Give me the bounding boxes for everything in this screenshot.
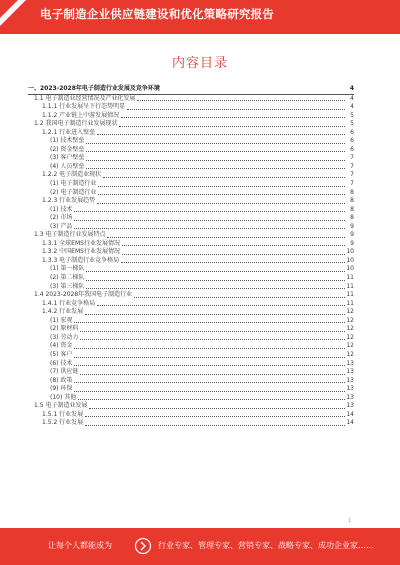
- toc-entry-page: 7: [350, 154, 354, 162]
- toc-leader-dots: [119, 125, 345, 127]
- toc-entry[interactable]: [28, 351, 354, 360]
- toc-entry[interactable]: [28, 342, 354, 351]
- toc-entry[interactable]: [28, 394, 354, 403]
- toc-entry-page: 9: [350, 222, 354, 230]
- toc-leader-dots: [80, 373, 345, 375]
- toc-leader-dots: [121, 261, 345, 263]
- toc-leader-dots: [89, 407, 345, 409]
- toc-entry[interactable]: [28, 291, 354, 300]
- toc-entry[interactable]: [28, 360, 354, 369]
- toc-entry[interactable]: [28, 120, 354, 129]
- toc-entry-text: 1.2.3 行业发展趋势: [42, 197, 96, 205]
- toc-entry-text: 1.1.1 行业发展呈下行态势明显: [42, 103, 126, 111]
- toc-entry-text: 1.3.3 电子制造行业竞争格局: [42, 256, 120, 264]
- toc-entry-page: 5: [350, 120, 354, 128]
- toc-entry[interactable]: [28, 325, 354, 334]
- toc-entry[interactable]: [28, 368, 354, 377]
- toc-leader-dots: [74, 356, 345, 358]
- toc-entry-text: (10) 其他: [50, 393, 77, 401]
- toc-entry-text: (2) 电子制造行业: [50, 188, 97, 196]
- toc-leader-dots: [78, 398, 345, 400]
- toc-entry-page: 14: [346, 410, 354, 418]
- toc-leader-dots: [121, 116, 345, 118]
- toc-entry-page: 11: [346, 282, 354, 290]
- toc-leader-dots: [85, 313, 345, 315]
- toc-leader-dots: [74, 219, 345, 221]
- toc-entry[interactable]: [28, 385, 354, 394]
- toc-entry-text: (9) 环保: [50, 385, 73, 393]
- toc-leader-dots: [80, 338, 345, 340]
- toc-entry-text: (3) 客户壁垒: [50, 154, 85, 162]
- toc-entry-text: (3) 劳动力: [50, 333, 79, 341]
- toc-entry[interactable]: [28, 112, 354, 121]
- toc-entry-text: (1) 宏观: [50, 316, 73, 324]
- toc-leader-dots: [127, 108, 345, 110]
- toc-entry-page: 4: [350, 103, 354, 111]
- toc-entry-page: 8: [350, 188, 354, 196]
- toc-entry-page: 11: [346, 299, 354, 307]
- toc-leader-dots: [86, 287, 345, 289]
- toc-entry[interactable]: [28, 419, 354, 428]
- toc-leader-dots: [86, 270, 345, 272]
- toc-entry[interactable]: [28, 137, 354, 146]
- toc-leader-dots: [86, 279, 345, 281]
- toc-leader-dots: [162, 91, 345, 92]
- toc-leader-dots: [97, 304, 345, 306]
- toc-leader-dots: [74, 227, 345, 229]
- toc-entry-page: 10: [346, 265, 354, 273]
- toc-entry[interactable]: [28, 103, 354, 112]
- toc-leader-dots: [86, 167, 345, 169]
- toc-leader-dots: [137, 99, 345, 101]
- toc-entry-page: 13: [346, 359, 354, 367]
- toc-entry-text: (6) 技术: [50, 359, 73, 367]
- toc-entry[interactable]: [28, 377, 354, 386]
- toc-leader-dots: [86, 142, 345, 144]
- toc-entry-page: 12: [346, 308, 354, 316]
- toc-leader-dots: [74, 321, 345, 323]
- toc-entry-page: 6: [350, 145, 354, 153]
- toc-entry[interactable]: [28, 129, 354, 138]
- footer-bar: [0, 528, 400, 565]
- toc-entry-page: 13: [346, 368, 354, 376]
- toc-entry-page: 12: [346, 333, 354, 341]
- toc-leader-dots: [122, 253, 345, 255]
- toc-entry-text: 1.3.2 中国EMS行业发展情况: [42, 248, 120, 256]
- toc-leader-dots: [122, 244, 345, 246]
- toc-entry-page: 8: [350, 205, 354, 213]
- toc-entry-text: 1.3 电子制造行业发展特点: [34, 231, 106, 239]
- toc-leader-dots: [134, 296, 345, 298]
- toc-entry[interactable]: [28, 180, 354, 189]
- toc-entry-text: 1.1.2 产业链上中游发展情况: [42, 111, 120, 119]
- toc-entry-text: 1.4 2023-2028年我国电子制造行业: [34, 291, 133, 299]
- toc-entry-page: 12: [346, 350, 354, 358]
- toc-leader-dots: [74, 347, 345, 349]
- toc-leader-dots: [98, 185, 345, 187]
- toc-entry-page: 12: [346, 325, 354, 333]
- toc-entry[interactable]: [28, 154, 354, 163]
- toc-entry[interactable]: [28, 206, 354, 215]
- toc-leader-dots: [74, 364, 345, 366]
- toc-entry-text: 1.2.2 电子制造业现状: [42, 171, 102, 179]
- toc-entry[interactable]: [28, 85, 354, 95]
- toc-leader-dots: [74, 381, 345, 383]
- toc-entry[interactable]: [28, 300, 354, 309]
- toc-entry-text: (3) 第三梯队: [50, 282, 85, 290]
- toc-leader-dots: [107, 236, 345, 238]
- toc-entry[interactable]: [28, 223, 354, 232]
- toc-entry-text: (1) 技术: [50, 205, 73, 213]
- toc-leader-dots: [98, 193, 345, 195]
- toc-heading: 内容目录: [171, 56, 228, 71]
- toc-entry-page: 11: [346, 274, 354, 282]
- footer-slogan: 让每个人都能成为: [48, 541, 112, 550]
- footer-circle-arrow-icon: [134, 537, 152, 555]
- toc-entry-text: (2) 第二梯队: [50, 274, 85, 282]
- toc-entry-text: (2) 资金壁垒: [50, 145, 85, 153]
- toc-entry-text: (7) 供应链: [50, 368, 79, 376]
- toc-entry-text: 1.2 我国电子制造行业发展现状: [34, 120, 118, 128]
- toc-entry-text: (8) 政策: [50, 376, 73, 384]
- toc-leader-dots: [85, 415, 345, 417]
- toc-entry-text: 1.5 电子制造业发展: [34, 402, 88, 410]
- toc-leader-dots: [80, 330, 345, 332]
- toc-entry-page: 9: [350, 239, 354, 247]
- toc-entry-page: 7: [350, 171, 354, 179]
- footer-roles: 行业专家、管理专家、营销专家、战略专家、成功企业家……: [158, 541, 374, 550]
- toc-entry[interactable]: [28, 334, 354, 343]
- toc-entry-page: 6: [350, 137, 354, 145]
- toc-entry-text: 1.5.2 行业发展: [42, 419, 84, 427]
- toc-entry[interactable]: [28, 274, 354, 283]
- toc-entry-page: 13: [346, 385, 354, 393]
- toc-entry-page: 7: [350, 180, 354, 188]
- toc-leader-dots: [74, 390, 345, 392]
- toc-entry[interactable]: [28, 308, 354, 317]
- toc-entry[interactable]: [28, 189, 354, 198]
- toc-entry-text: 1.5.1 行业发展: [42, 410, 84, 418]
- toc-entry-text: (5) 客户: [50, 350, 73, 358]
- toc-entry-page: 9: [350, 231, 354, 239]
- toc-entry-page: 7: [350, 162, 354, 170]
- toc-entry-page: 10: [346, 256, 354, 264]
- toc-entry[interactable]: [28, 248, 354, 257]
- toc-entry-text: 1.4.1 行业竞争格局: [42, 299, 96, 307]
- toc-entry-page: 4: [349, 85, 354, 92]
- toc-entry-page: 10: [346, 248, 354, 256]
- toc-entry-page: 12: [346, 316, 354, 324]
- toc-entry-text: (4) 资金: [50, 342, 73, 350]
- table-of-contents: [28, 85, 354, 428]
- toc-entry-text: 1.2.1 行业进入壁垒: [42, 128, 96, 136]
- report-title: 电子制造企业供应链建设和优化策略研究报告: [40, 7, 274, 21]
- toc-entry-text: (1) 第一梯队: [50, 265, 85, 273]
- toc-leader-dots: [97, 133, 345, 135]
- toc-leader-dots: [103, 176, 345, 178]
- page-number: 1: [348, 518, 352, 524]
- toc-entry-page: 14: [346, 419, 354, 427]
- toc-entry-text: (2) 市场: [50, 214, 73, 222]
- toc-entry-text: (1) 技术壁垒: [50, 137, 85, 145]
- toc-entry-page: 8: [350, 197, 354, 205]
- toc-entry-page: 13: [346, 376, 354, 384]
- toc-entry[interactable]: [28, 283, 354, 292]
- toc-entry-text: 1.3.1 全球EMS行业发展情况: [42, 239, 120, 247]
- toc-entry-page: 13: [346, 393, 354, 401]
- toc-entry-text: 1.4.2 行业发展: [42, 308, 84, 316]
- toc-leader-dots: [86, 159, 345, 161]
- toc-leader-dots: [74, 210, 345, 212]
- toc-entry-page: 12: [346, 342, 354, 350]
- toc-entry-text: (4) 人员壁垒: [50, 162, 85, 170]
- toc-entry[interactable]: [28, 265, 354, 274]
- toc-entry[interactable]: [28, 171, 354, 180]
- toc-leader-dots: [86, 150, 345, 152]
- toc-entry-text: 一、2023-2028年电子制造行业发展及竞争环境: [28, 85, 160, 92]
- toc-entry-page: 5: [350, 111, 354, 119]
- toc-entry-text: (1) 电子制造行业: [50, 180, 97, 188]
- toc-entry-page: 6: [350, 128, 354, 136]
- toc-entry[interactable]: [28, 214, 354, 223]
- toc-entry[interactable]: [28, 197, 354, 206]
- toc-leader-dots: [85, 424, 345, 426]
- toc-entry-page: 11: [346, 291, 354, 299]
- header-corner-accent: [0, 0, 18, 18]
- toc-entry-page: 8: [350, 214, 354, 222]
- toc-leader-dots: [97, 202, 345, 204]
- toc-entry-text: (3) 产品: [50, 222, 73, 230]
- toc-entry-text: 1.1 电子制造业经营情况及产业化发展: [34, 94, 136, 102]
- toc-entry[interactable]: [28, 402, 354, 411]
- toc-entry-text: (2) 原材料: [50, 325, 79, 333]
- report-header-bar: [0, 0, 400, 34]
- toc-entry[interactable]: [28, 231, 354, 240]
- toc-entry-page: 13: [346, 402, 354, 410]
- toc-entry-page: 4: [350, 94, 354, 102]
- toc-entry[interactable]: [28, 95, 354, 104]
